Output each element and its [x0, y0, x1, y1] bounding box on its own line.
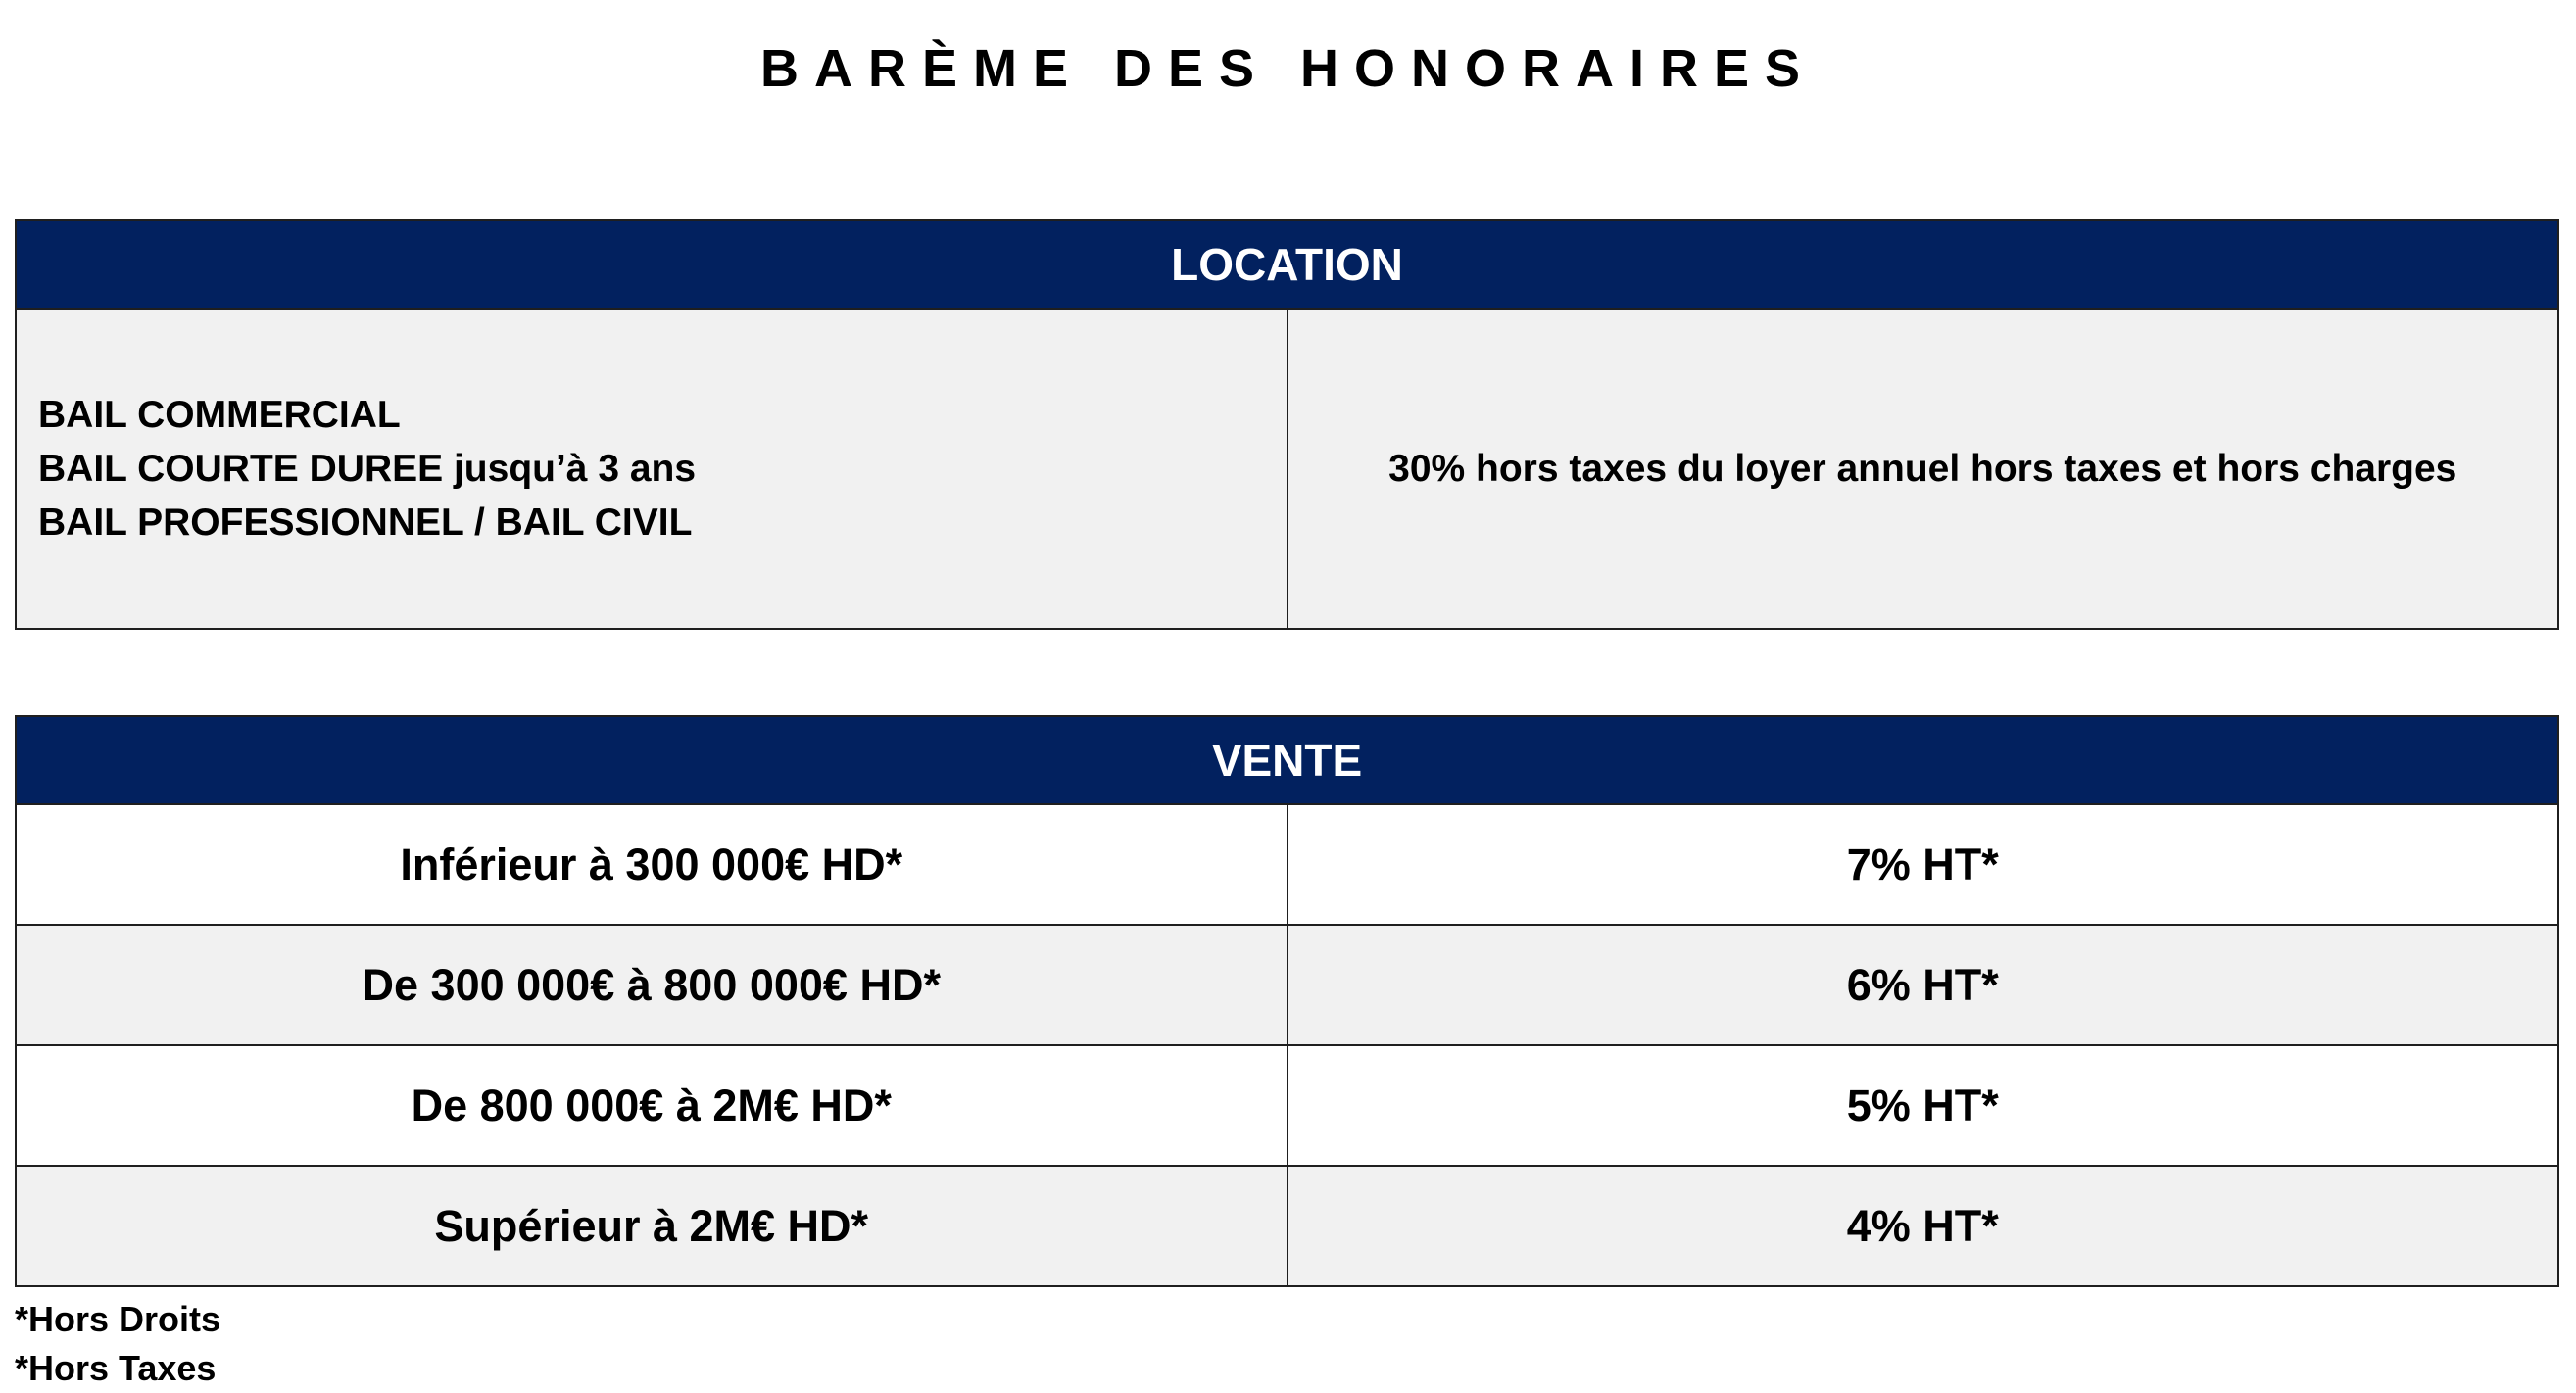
location-fee-cell: 30% hors taxes du loyer annuel hors taxes et hors charges	[1288, 309, 2559, 629]
footnote: *Hors Droits	[15, 1299, 221, 1339]
footnotes	[15, 1295, 220, 1393]
table-row	[16, 1166, 2558, 1286]
fee-cell: 6% HT*	[1288, 925, 2559, 1045]
table-row	[16, 309, 2558, 629]
fee-cell: 4% HT*	[1288, 1166, 2559, 1286]
vente-table	[15, 715, 2559, 1287]
table-row	[16, 925, 2558, 1045]
lease-type: BAIL PROFESSIONNEL / BAIL CIVIL	[38, 502, 693, 544]
vente-header: VENTE	[16, 716, 2558, 804]
price-range-cell: Inférieur à 300 000€ HD*	[16, 804, 1288, 925]
lease-type: BAIL COMMERCIAL	[38, 394, 401, 436]
price-range-cell: Supérieur à 2M€ HD*	[16, 1166, 1288, 1286]
page-title: BARÈME DES HONORAIRES	[759, 39, 1817, 98]
location-header: LOCATION	[16, 220, 2558, 309]
fee-cell: 7% HT*	[1288, 804, 2559, 925]
table-row	[16, 1045, 2558, 1166]
price-range-cell: De 300 000€ à 800 000€ HD*	[16, 925, 1288, 1045]
lease-types-cell	[16, 309, 1288, 629]
lease-type: BAIL COURTE DUREE jusqu’à 3 ans	[38, 448, 697, 490]
price-range-cell: De 800 000€ à 2M€ HD*	[16, 1045, 1288, 1166]
fee-cell: 5% HT*	[1288, 1045, 2559, 1166]
table-row	[16, 804, 2558, 925]
footnote: *Hors Taxes	[15, 1348, 217, 1388]
location-table	[15, 219, 2559, 630]
